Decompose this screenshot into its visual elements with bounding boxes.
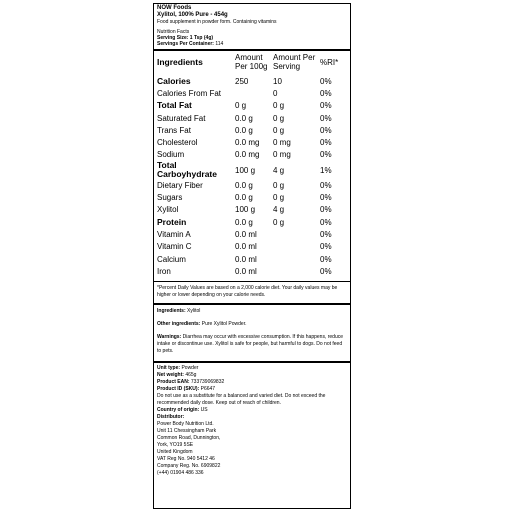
- ri-percent: 0%: [320, 242, 332, 252]
- amount-per-100g: 0.0 g: [235, 217, 253, 227]
- supplement-label: [153, 3, 351, 509]
- ri-percent: 0%: [320, 113, 332, 123]
- table-row: [154, 161, 350, 179]
- amount-per-100g: 100 g: [235, 205, 256, 215]
- amount-per-100g: [232, 87, 270, 99]
- amount-per-serving: 0 mg: [273, 150, 291, 160]
- nutrient-name: Xylitol: [157, 205, 179, 215]
- amount-per-100g: 100 g: [235, 165, 256, 175]
- net-weight-value: 465g: [185, 372, 197, 379]
- table-row: [154, 241, 350, 253]
- amount-per-100g: 0.0 mg: [235, 150, 260, 160]
- nutrient-name: Sugars: [157, 193, 183, 203]
- ingredients-label: Ingredients:: [157, 308, 186, 315]
- amount-per-100g: 0.0 ml: [235, 242, 257, 252]
- unit-type-label: Unit type:: [157, 365, 181, 372]
- servings-value: 114: [215, 41, 224, 47]
- ri-percent: 0%: [320, 217, 332, 227]
- table-row: [154, 75, 350, 87]
- ri-percent: 0%: [320, 266, 332, 276]
- table-row: [154, 149, 350, 161]
- distributor-label: Distributor:: [157, 414, 185, 421]
- origin-value: US: [200, 407, 208, 414]
- ri-percent: 0%: [320, 88, 332, 98]
- net-weight-label: Net weight:: [157, 372, 184, 379]
- nutrient-name: Cholesterol: [157, 138, 198, 148]
- sku-value: P6647: [200, 386, 216, 393]
- distributor-line: VAT Reg No. 940 5412 46: [157, 456, 215, 463]
- ean-label: Product EAN:: [157, 379, 190, 386]
- ri-percent: 0%: [320, 76, 332, 86]
- serving-size-value: 1 Tsp (4g): [189, 35, 214, 41]
- ri-percent: 0%: [320, 229, 332, 239]
- ri-percent: 0%: [320, 205, 332, 215]
- brand-name: NOW Foods: [157, 5, 192, 11]
- amount-per-serving: 0: [273, 88, 278, 98]
- amount-per-serving: 0 g: [273, 180, 285, 190]
- ri-percent: 1%: [320, 165, 332, 175]
- amount-per-serving: 0 g: [273, 101, 285, 111]
- country-of-origin: [157, 407, 347, 414]
- ingredients-section: [154, 305, 350, 357]
- nutrient-name: Total Carboyhydrate: [157, 160, 217, 180]
- amount-per-serving: [270, 241, 317, 253]
- amount-per-serving: 10: [273, 76, 282, 86]
- nutrition-table: [154, 51, 350, 277]
- product-description: Food supplement in powder form. Containing vitamins: [157, 19, 277, 25]
- table-row: [154, 112, 350, 124]
- amount-per-100g: 0.0 mg: [235, 138, 260, 148]
- nutrient-name: Calories From Fat: [157, 88, 222, 98]
- distributor-address: [157, 421, 347, 477]
- amount-per-serving: [270, 265, 317, 277]
- distributor: [157, 414, 347, 421]
- nutrition-facts-title: Nutrition Facts: [157, 29, 190, 35]
- amount-per-100g: 0.0 ml: [235, 266, 257, 276]
- serving-size-label: Serving Size:: [157, 35, 189, 41]
- ri-percent: 0%: [320, 101, 332, 111]
- product-details: [154, 363, 350, 479]
- ri-percent: 0%: [320, 138, 332, 148]
- table-row: [154, 265, 350, 277]
- nutrient-name: Sodium: [157, 150, 185, 160]
- nutrient-name: Iron: [157, 266, 171, 276]
- table-row: [154, 204, 350, 216]
- table-row: [154, 87, 350, 99]
- amount-per-serving: 4 g: [273, 205, 285, 215]
- table-row: [154, 216, 350, 228]
- product-name: Xylitol, 100% Pure - 454g: [157, 12, 228, 18]
- amount-per-serving: 0 mg: [273, 138, 291, 148]
- distributor-line: Power Body Nutrition Ltd.: [157, 421, 214, 428]
- nutrient-name: Calories: [157, 75, 191, 86]
- distributor-line: United Kingdom: [157, 449, 193, 456]
- ri-percent: 0%: [320, 180, 332, 190]
- net-weight: [157, 372, 347, 379]
- other-ingredients-value: Pure Xylitol Powder.: [201, 321, 247, 328]
- ri-percent: 0%: [320, 254, 332, 264]
- table-row: [154, 191, 350, 203]
- table-row: [154, 179, 350, 191]
- daily-values-footnote: *Percent Daily Values are based on a 2,000 calorie diet. Your daily values may be higher or lower depending on your calorie needs.: [157, 285, 338, 299]
- table-row: [154, 228, 350, 240]
- warnings-value: Diarrhea may occur with excessive consumption. If this happens, reduce intake or discontinue use. Xylitol is safe for people, but harmful to dogs. Do not feed to pets.: [157, 334, 344, 355]
- nutrient-name: Trans Fat: [157, 125, 191, 135]
- amount-per-serving: 4 g: [273, 165, 285, 175]
- distributor-line: (+44) 01904 486 336: [157, 470, 204, 477]
- distributor-line: Company Reg. No. 6909822: [157, 463, 221, 470]
- product-sku: [157, 386, 347, 393]
- distributor-line: Unit 11 Chessingham Park: [157, 428, 217, 435]
- amount-per-100g: 0.0 g: [235, 113, 253, 123]
- table-row: [154, 124, 350, 136]
- col-per-100g: Amount Per 100g: [235, 53, 268, 71]
- product-header: [154, 4, 350, 49]
- ingredients-value: Xylitol: [187, 308, 201, 315]
- nutrient-name: Total Fat: [157, 100, 192, 111]
- amount-per-100g: 0.0 ml: [235, 254, 257, 264]
- amount-per-serving: 0 g: [273, 113, 285, 123]
- table-row: [154, 253, 350, 265]
- amount-per-100g: 0.0 ml: [235, 229, 257, 239]
- origin-label: Country of origin:: [157, 407, 200, 414]
- servings-label: Servings Per Container:: [157, 41, 214, 47]
- amount-per-100g: 0 g: [235, 101, 247, 111]
- amount-per-100g: 0.0 g: [235, 125, 253, 135]
- col-ingredients: Ingredients: [157, 56, 203, 67]
- nutrient-name: Vitamin A: [157, 229, 191, 239]
- amount-per-serving: 0 g: [273, 217, 285, 227]
- amount-per-100g: 250: [235, 76, 249, 86]
- amount-per-100g: 0.0 g: [235, 193, 253, 203]
- ri-percent: 0%: [320, 125, 332, 135]
- amount-per-serving: [270, 228, 317, 240]
- nutrition-table-body: [154, 75, 350, 277]
- table-header-row: [154, 51, 350, 75]
- nutrient-name: Protein: [157, 216, 187, 227]
- amount-per-serving: [270, 253, 317, 265]
- unit-type: [157, 365, 347, 372]
- table-row: [154, 136, 350, 148]
- amount-per-100g: 0.0 g: [235, 180, 253, 190]
- nutrient-name: Dietary Fiber: [157, 180, 203, 190]
- other-ingredients-label: Other ingredients:: [157, 321, 201, 328]
- distributor-line: Common Road, Dunnington,: [157, 435, 221, 442]
- ri-percent: 0%: [320, 150, 332, 160]
- amount-per-serving: 0 g: [273, 193, 285, 203]
- ri-percent: 0%: [320, 193, 332, 203]
- unit-type-value: Powder: [181, 365, 199, 372]
- nutrient-name: Calcium: [157, 254, 186, 264]
- nutrient-name: Saturated Fat: [157, 113, 206, 123]
- col-ri: %RI*: [320, 57, 339, 67]
- product-ean: [157, 379, 347, 386]
- servings-per-container: [157, 41, 347, 47]
- col-per-serving: Amount Per Serving: [273, 53, 316, 71]
- table-row: [154, 100, 350, 112]
- distributor-line: York, YO19 5SE: [157, 442, 194, 449]
- nutrient-name: Vitamin C: [157, 242, 192, 252]
- amount-per-serving: 0 g: [273, 125, 285, 135]
- sku-label: Product ID (SKU):: [157, 386, 200, 393]
- usage-advice: Do not use as a substitute for a balanced and varied diet. Do not exceed the recommended daily dose. Keep out of reach of children.: [157, 393, 326, 407]
- warnings-label: Warnings:: [157, 334, 182, 341]
- ean-value: 733739069832: [190, 379, 225, 386]
